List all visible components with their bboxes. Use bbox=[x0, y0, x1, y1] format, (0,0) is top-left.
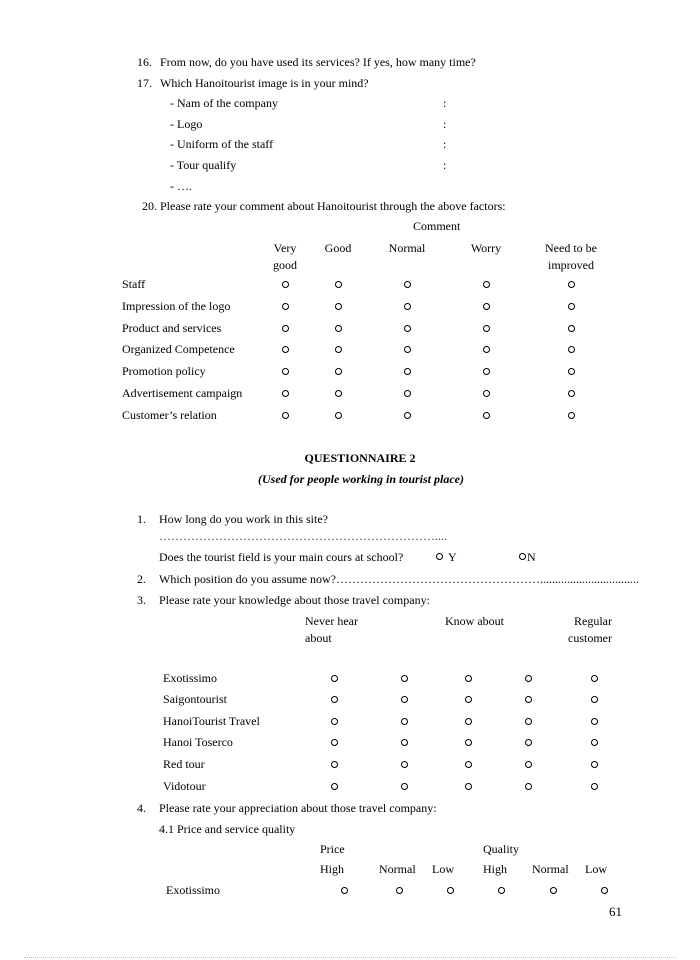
rating-radio[interactable] bbox=[404, 303, 411, 310]
knowledge-radio[interactable] bbox=[331, 761, 338, 768]
q20-column-header: Worry bbox=[470, 241, 502, 255]
q20-row-label: Product and services bbox=[122, 321, 222, 335]
knowledge-radio[interactable] bbox=[591, 675, 598, 682]
q3-row-label: Saigontourist bbox=[163, 692, 228, 706]
rating-radio[interactable] bbox=[568, 390, 575, 397]
image-item-label: - …. bbox=[170, 179, 192, 193]
knowledge-radio[interactable] bbox=[331, 718, 338, 725]
q3-column-header: Regular customer bbox=[568, 614, 612, 645]
knowledge-radio[interactable] bbox=[331, 783, 338, 790]
rating-radio[interactable] bbox=[282, 368, 289, 375]
rating-radio[interactable] bbox=[568, 368, 575, 375]
knowledge-radio[interactable] bbox=[401, 696, 408, 703]
rating-radio[interactable] bbox=[282, 325, 289, 332]
rating-radio[interactable] bbox=[335, 303, 342, 310]
option-yes-radio[interactable] bbox=[436, 553, 443, 560]
question-20-text: Please rate your comment about Hanoitourist through the above factors: bbox=[160, 199, 506, 213]
q3-column-header: Never hear about bbox=[305, 614, 358, 645]
knowledge-radio[interactable] bbox=[591, 783, 598, 790]
q4-column-header: High bbox=[320, 862, 344, 876]
q2-3-number: 3. bbox=[137, 593, 146, 607]
knowledge-radio[interactable] bbox=[401, 783, 408, 790]
knowledge-radio[interactable] bbox=[591, 761, 598, 768]
rating-radio[interactable] bbox=[335, 346, 342, 353]
rating-radio[interactable] bbox=[568, 346, 575, 353]
rating-radio[interactable] bbox=[404, 325, 411, 332]
knowledge-radio[interactable] bbox=[591, 718, 598, 725]
knowledge-radio[interactable] bbox=[331, 696, 338, 703]
q2-4-number: 4. bbox=[137, 801, 146, 815]
rating-radio[interactable] bbox=[335, 281, 342, 288]
rating-radio[interactable] bbox=[483, 346, 490, 353]
q20-column-header: Need to be improved bbox=[545, 241, 597, 272]
q4-group-quality: Quality bbox=[483, 842, 519, 856]
knowledge-radio[interactable] bbox=[401, 675, 408, 682]
rating-radio[interactable] bbox=[483, 412, 490, 419]
image-item-separator: : bbox=[443, 96, 447, 110]
q2-3-text: Please rate your knowledge about those travel company: bbox=[159, 593, 430, 607]
rating-radio[interactable] bbox=[282, 281, 289, 288]
appreciation-radio[interactable] bbox=[396, 887, 403, 894]
knowledge-radio[interactable] bbox=[525, 761, 532, 768]
questionnaire2-title: QUESTIONNAIRE 2 bbox=[304, 451, 416, 465]
q20-group-header: Comment bbox=[413, 219, 461, 233]
q2-2-number: 2. bbox=[137, 572, 146, 586]
rating-radio[interactable] bbox=[404, 346, 411, 353]
rating-radio[interactable] bbox=[568, 412, 575, 419]
question-17-text: Which Hanoitourist image is in your mind? bbox=[160, 76, 369, 90]
q2-2-text: Which position do you assume now?……………………………………………................................. bbox=[159, 572, 639, 586]
rating-radio[interactable] bbox=[335, 390, 342, 397]
q2-4-1-subheading: 4.1 Price and service quality bbox=[159, 822, 296, 836]
knowledge-radio[interactable] bbox=[331, 739, 338, 746]
q20-row-label: Customer’s relation bbox=[122, 408, 217, 422]
option-no-label: N bbox=[527, 550, 536, 564]
knowledge-radio[interactable] bbox=[591, 696, 598, 703]
rating-radio[interactable] bbox=[404, 412, 411, 419]
knowledge-radio[interactable] bbox=[401, 739, 408, 746]
question-16-number: 16. bbox=[137, 55, 152, 69]
appreciation-radio[interactable] bbox=[601, 887, 608, 894]
knowledge-radio[interactable] bbox=[401, 718, 408, 725]
rating-radio[interactable] bbox=[335, 412, 342, 419]
knowledge-radio[interactable] bbox=[401, 761, 408, 768]
rating-radio[interactable] bbox=[404, 368, 411, 375]
appreciation-radio[interactable] bbox=[498, 887, 505, 894]
image-item-separator: : bbox=[443, 137, 447, 151]
appreciation-radio[interactable] bbox=[341, 887, 348, 894]
rating-radio[interactable] bbox=[483, 390, 490, 397]
q3-row-label: Vidotour bbox=[163, 779, 206, 793]
q3-row-label: HanoiTourist Travel bbox=[163, 714, 260, 728]
rating-radio[interactable] bbox=[568, 325, 575, 332]
image-item-label: - Tour qualify bbox=[170, 158, 237, 172]
q4-row-label: Exotissimo bbox=[166, 883, 221, 897]
rating-radio[interactable] bbox=[483, 368, 490, 375]
q20-row-label: Impression of the logo bbox=[122, 299, 231, 313]
question-17-number: 17. bbox=[137, 76, 152, 90]
knowledge-radio[interactable] bbox=[465, 696, 472, 703]
rating-radio[interactable] bbox=[282, 346, 289, 353]
q3-row-label: Exotissimo bbox=[163, 671, 218, 685]
knowledge-radio[interactable] bbox=[465, 761, 472, 768]
image-item-separator: : bbox=[443, 158, 447, 172]
q4-column-header: Low bbox=[432, 862, 454, 876]
option-no-radio[interactable] bbox=[519, 553, 526, 560]
rating-radio[interactable] bbox=[335, 325, 342, 332]
knowledge-radio[interactable] bbox=[525, 718, 532, 725]
image-item-separator: : bbox=[443, 117, 447, 131]
appreciation-radio[interactable] bbox=[550, 887, 557, 894]
rating-radio[interactable] bbox=[483, 303, 490, 310]
image-item-label: - Nam of the company bbox=[170, 96, 278, 110]
q20-row-label: Staff bbox=[122, 277, 146, 291]
rating-radio[interactable] bbox=[404, 390, 411, 397]
appreciation-radio[interactable] bbox=[447, 887, 454, 894]
knowledge-radio[interactable] bbox=[465, 718, 472, 725]
knowledge-radio[interactable] bbox=[525, 783, 532, 790]
knowledge-radio[interactable] bbox=[465, 783, 472, 790]
q20-column-header: Very good bbox=[273, 241, 297, 272]
q2-1-text: How long do you work in this site? bbox=[159, 512, 328, 526]
knowledge-radio[interactable] bbox=[525, 696, 532, 703]
page-number: 61 bbox=[609, 904, 622, 919]
q4-column-header: Normal bbox=[379, 862, 416, 876]
rating-radio[interactable] bbox=[282, 412, 289, 419]
image-item-label: - Logo bbox=[170, 117, 203, 131]
q4-column-header: Low bbox=[585, 862, 607, 876]
q2-4-text: Please rate your appreciation about those travel company: bbox=[159, 801, 437, 815]
q3-row-label: Hanoi Toserco bbox=[163, 735, 233, 749]
q2-1-number: 1. bbox=[137, 512, 146, 526]
option-yes-label: Y bbox=[448, 550, 457, 564]
footer-dotted-rule bbox=[24, 957, 676, 958]
q20-column-header: Good bbox=[324, 241, 352, 255]
knowledge-radio[interactable] bbox=[525, 739, 532, 746]
q20-row-label: Advertisement campaign bbox=[122, 386, 243, 400]
q20-row-label: Promotion policy bbox=[122, 364, 206, 378]
rating-radio[interactable] bbox=[568, 281, 575, 288]
rating-radio[interactable] bbox=[282, 390, 289, 397]
rating-radio[interactable] bbox=[483, 325, 490, 332]
rating-radio[interactable] bbox=[282, 303, 289, 310]
knowledge-radio[interactable] bbox=[525, 675, 532, 682]
q2-1-followup-text: Does the tourist field is your main cours at school? bbox=[159, 550, 404, 564]
knowledge-radio[interactable] bbox=[591, 739, 598, 746]
q4-column-header: Normal bbox=[532, 862, 569, 876]
q20-row-label: Organized Competence bbox=[122, 342, 235, 356]
rating-radio[interactable] bbox=[404, 281, 411, 288]
knowledge-radio[interactable] bbox=[465, 675, 472, 682]
q3-row-label: Red tour bbox=[163, 757, 205, 771]
q4-group-price: Price bbox=[320, 842, 345, 856]
q2-1-answer-dots[interactable]: …………………………………………………………….... bbox=[159, 529, 447, 543]
rating-radio[interactable] bbox=[335, 368, 342, 375]
question-16-text: From now, do you have used its services? If yes, how many time? bbox=[160, 55, 476, 69]
image-item-label: - Uniform of the staff bbox=[170, 137, 274, 151]
rating-radio[interactable] bbox=[483, 281, 490, 288]
q3-column-header: Know about bbox=[445, 614, 504, 628]
q4-column-header: High bbox=[483, 862, 507, 876]
questionnaire2-subtitle: (Used for people working in tourist place) bbox=[258, 472, 464, 486]
knowledge-radio[interactable] bbox=[331, 675, 338, 682]
question-20-number: 20. bbox=[142, 199, 157, 213]
rating-radio[interactable] bbox=[568, 303, 575, 310]
q20-column-header: Normal bbox=[388, 241, 426, 255]
knowledge-radio[interactable] bbox=[465, 739, 472, 746]
